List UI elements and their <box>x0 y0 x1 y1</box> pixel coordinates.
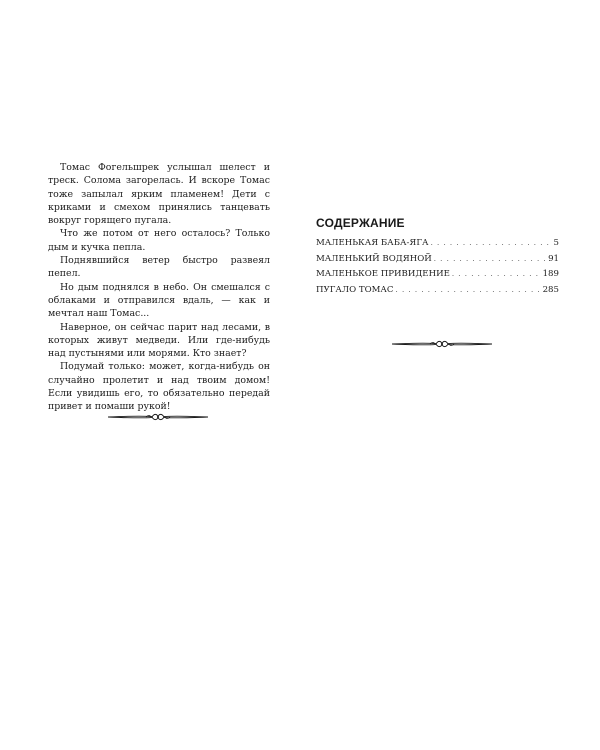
toc-entry-title: МАЛЕНЬКИЙ ВОДЯНОЙ <box>316 253 432 264</box>
scroll-flourish-icon <box>106 412 210 422</box>
paragraph: Наверное, он сейчас парит над лесами, в которых живут медведи. Или где-нибудь над пустынями или морями. Кто знает? <box>48 321 270 360</box>
toc-entry[interactable] <box>316 285 559 301</box>
paragraph: Но дым поднялся в небо. Он смешался с облаками и отправился вдаль, — как и мечтал наш Томас... <box>48 281 270 320</box>
scroll-flourish-icon <box>390 339 494 349</box>
paragraph: Поднявшийся ветер быстро развеял пепел. <box>48 255 270 280</box>
right-page <box>300 0 600 750</box>
toc-entry-page: 5 <box>553 238 559 248</box>
dot-leader <box>434 255 546 263</box>
toc-entry-page: 189 <box>542 269 559 279</box>
table-of-contents <box>316 238 559 300</box>
dot-leader <box>431 239 552 247</box>
paragraph: Подумай только: может, когда-нибудь он случайно пролетит и над твоим домом! Если увидишь его, то обязательно передай привет и помаши рукой! <box>48 361 270 413</box>
toc-entry[interactable] <box>316 269 559 285</box>
paragraph: Томас Фогельшрек услышал шелест и треск. Солома загорелась. И вскоре Томас тоже запылал ярким пламенем! Дети с криками и смехом принялись танцевать вокруг горящего пугала. <box>48 162 270 227</box>
dot-leader <box>452 270 541 278</box>
toc-entry-page: 285 <box>542 284 559 295</box>
paragraph: Что же потом от него осталось? Только дым и кучка пепла. <box>48 228 270 253</box>
toc-entry-title: ПУГАЛО ТОМАС <box>316 284 394 295</box>
toc-entry[interactable] <box>316 254 559 270</box>
story-text <box>48 161 270 414</box>
toc-entry-page: 91 <box>548 253 559 264</box>
toc-entry-title: МАЛЕНЬКАЯ БАБА-ЯГА <box>316 238 429 248</box>
toc-entry[interactable] <box>316 238 559 254</box>
toc-entry-title: МАЛЕНЬКОЕ ПРИВИДЕНИЕ <box>316 269 450 279</box>
toc-title: СОДЕРЖАНИЕ <box>316 216 405 230</box>
dot-leader <box>396 286 541 294</box>
